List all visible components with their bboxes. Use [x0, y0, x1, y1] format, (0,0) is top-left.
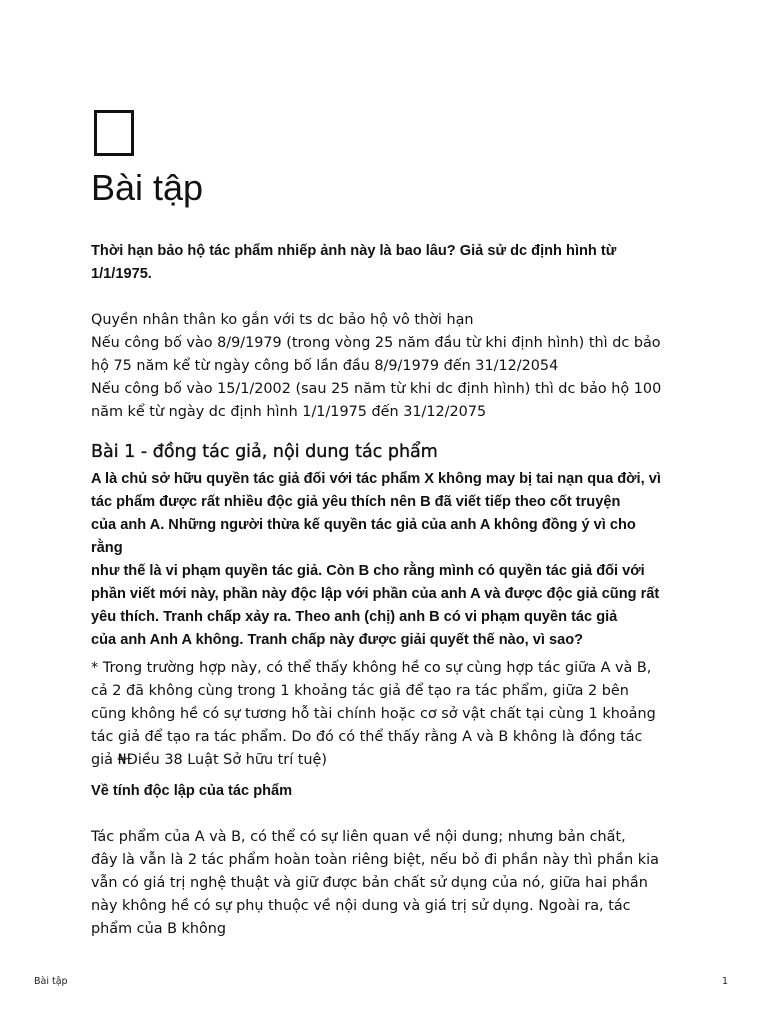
conclusion-line: đây là vẫn là 2 tác phẩm hoàn toàn riêng biệt, nếu bỏ đi phần này thì phần kia [91, 852, 659, 868]
conclusion-line: này không hề có sự phụ thuộc về nội dung và giá trị sử dụng. Ngoài ra, tác [91, 898, 631, 914]
exercise-prompt-line: của anh A. Những người thừa kế quyền tác giả của anh A không đồng ý vì cho [91, 517, 636, 533]
exercise-prompt-line: A là chủ sở hữu quyền tác giả đối với tác phẩm X không may bị tai nạn qua đời, vì [91, 471, 661, 487]
exercise-prompt-line: tác phẩm được rất nhiều độc giả yêu thích nên B đã viết tiếp theo cốt truyện [91, 494, 621, 510]
conclusion-line: vẫn có giá trị nghệ thuật và giữ được bản chất sử dụng của nó, giữa hai phần [91, 875, 648, 891]
answer-line: Nếu công bố vào 8/9/1979 (trong vòng 25 năm đầu từ khi định hình) thì dc bảo [91, 335, 661, 351]
answer-line: Quyền nhân thân ko gắn với ts dc bảo hộ vô thời hạn [91, 312, 474, 328]
conclusion-line: Tác phẩm của A và B, có thể có sự liên quan về nội dung; nhưng bản chất, [91, 829, 626, 845]
section-heading: Bài 1 - đồng tác giả, nội dung tác phẩm [91, 442, 438, 462]
exercise-prompt-line: phần viết mới này, phần này độc lập với phần của anh A và được độc giả cũng rất [91, 586, 660, 602]
exercise-prompt-line: của anh Anh A không. Tranh chấp này được giải quyết thế nào, vì sao? [91, 632, 584, 648]
exercise-prompt-line: như thế là vi phạm quyền tác giả. Còn B cho rằng mình có quyền tác giả đối với [91, 563, 645, 579]
analysis-line: giả ₦Điều 38 Luật Sở hữu trí tuệ) [91, 752, 327, 768]
answer-line: hộ 75 năm kể từ ngày công bố lần đầu 8/9/1979 đến 31/12/2054 [91, 358, 559, 374]
exercise-prompt-line: rằng [91, 540, 123, 556]
question-line: Thời hạn bảo hộ tác phẩm nhiếp ảnh này là bao lâu? Giả sử dc định hình từ [91, 243, 617, 259]
answer-line: Nếu công bố vào 15/1/2002 (sau 25 năm từ khi dc định hình) thì dc bảo hộ 100 [91, 381, 662, 397]
analysis-line: cả 2 đã không cùng trong 1 khoảng tác giả để tạo ra tác phẩm, giữa 2 bên [91, 683, 629, 699]
exercise-prompt-line: yêu thích. Tranh chấp xảy ra. Theo anh (chị) anh B có vi phạm quyền tác giả [91, 609, 618, 625]
document-body [91, 240, 691, 941]
question-line: 1/1/1975. [91, 266, 152, 282]
page-number: 1 [722, 976, 729, 987]
empty-box-icon [94, 110, 134, 156]
subheading: Về tính độc lập của tác phẩm [91, 783, 293, 799]
answer-line: năm kể từ ngày dc định hình 1/1/1975 đến 31/12/2075 [91, 404, 487, 420]
page-title: Bài tập [91, 167, 204, 208]
analysis-line: tác giả để tạo ra tác phẩm. Do đó có thể thấy rằng A và B không là đồng tác [91, 729, 643, 745]
footer-title: Bài tập [34, 976, 68, 987]
analysis-line: * Trong trường hợp này, có thể thấy không hề co sự cùng hợp tác giữa A và B, [91, 660, 652, 676]
conclusion-line: phẩm của B không [91, 921, 227, 937]
analysis-line: cũng không hề có sự tương hỗ tài chính hoặc cơ sở vật chất tại cùng 1 khoảng [91, 706, 656, 722]
